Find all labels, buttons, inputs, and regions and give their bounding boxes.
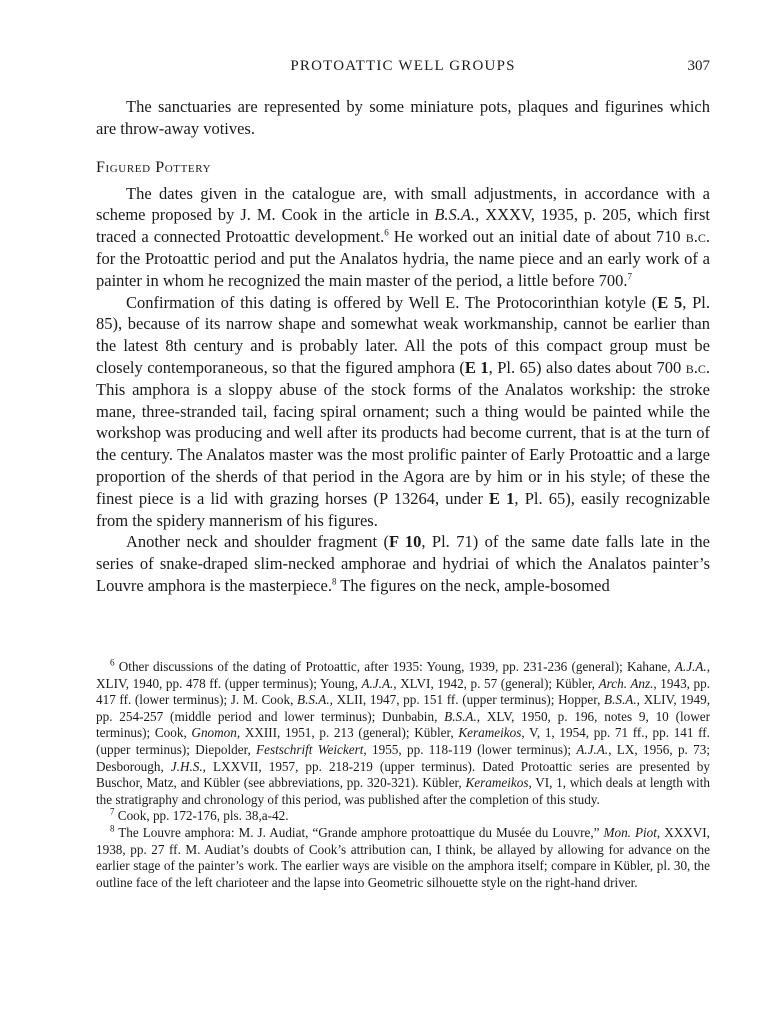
paragraph-dating-scheme [96,183,710,292]
running-head [96,58,710,80]
journal-title: B.S.A. [604,692,637,708]
text-run: , V, 1, 1954, pp. 71 ff., pp. 141 ff. (upper terminus); Diepolder, [96,725,710,757]
text-run: Another neck and shoulder fragment ( [126,532,389,552]
footnote-number: 7 [110,806,115,817]
text-run: , Pl. 65) also dates about 700 [488,357,686,377]
paragraph-confirmation [96,292,710,532]
text-run: , XLVI, 1942, p. 57 (general); Kübler, [393,675,599,691]
footnote-number: 8 [110,823,115,834]
text-run: , LX, 1956, p. 73; Desborough, [96,741,711,774]
text-run: The dates given in the catalogue are, with small adjustments, in accordance with a scheme proposed by J. M. Cook in the article in [96,183,710,225]
text-run: , XXIII, 1951, p. 213 (general); Kübler, [236,725,459,741]
journal-title: B.S.A. [434,205,476,225]
paragraph-sanctuaries: The sanctuaries are represented by some miniature pots, plaques and figurines which are throw-away votives. [96,97,710,138]
body-text [96,96,710,597]
journal-title: J.H.S. [170,758,203,774]
journal-title: B.S.A. [444,708,477,724]
text-run: , Pl. 85), because of its narrow shape and somewhat weak workmanship, cannot be earlier than the latest 8th century and is probably later. All the pots of this compact group must be closely contemporaneous, so that the figured amphora ( [96,292,710,377]
text-run: , LXXVII, 1957, pp. 218-219 (upper terminus). Dated Protoattic series are presented by Buschor, Matz, and Kübler (see abbreviations, pp. 320-321). Kübler, [96,758,710,791]
text-run: , 1943, pp. 417 ff. (lower terminus); J. M. Cook, [96,675,711,708]
journal-title: A.J.A. [674,659,707,674]
journal-title: Kerameikos [465,775,529,791]
catalogue-ref-e1: E 1 [489,488,515,508]
text-run: , XXXV, 1935, p. 205, which first traced a connected Protoattic development. [96,205,710,247]
section-heading-figured-pottery: Figured Pottery [96,158,212,176]
journal-title: Kerameikos [458,725,522,741]
page-number: 307 [687,58,710,74]
text-run: Other discussions of the dating of Protoattic, after 1935: Young, 1939, pp. 231-236 (general); Kahane, [114,659,675,674]
footnote-8 [96,825,710,891]
journal-title: Arch. Anz. [598,675,654,691]
journal-title: A.J.A. [576,741,609,757]
footnote-6 [96,659,710,808]
journal-title: B.S.A. [297,692,330,708]
journal-title: Mon. Piot [603,824,657,840]
catalogue-ref-f10: F 10 [388,532,422,552]
catalogue-ref-e5: E 5 [657,292,683,312]
text-run: , Pl. 65), easily recognizable from the spidery mannerism of his figures. [96,488,710,530]
text-run: , VI, 1, which deals at length with the stratigraphy and chronology of this period, was published after the completion of this study. [96,775,710,807]
text-run: The figures on the neck, ample-bosomed [336,575,610,595]
text-run: , XLV, 1950, p. 196, notes 9, 10 (lower terminus); Cook, [96,708,710,741]
catalogue-ref-e1: E 1 [464,357,489,377]
era-abbreviation: b.c. [685,227,710,247]
text-run: He worked out an initial date of about 710 [388,227,686,247]
journal-title: Gnomon [191,725,237,741]
text-run: , Pl. 71) of the same date falls late in the series of snake-draped slim-necked amphorae and hydriai of which the Analatos painter’s Louvre amphora is the masterpiece. [96,532,711,595]
text-run: Cook, pp. 172-176, pls. 38,a-42. [114,808,289,824]
journal-title: Festschrift Weickert [256,741,364,757]
footnote-7 [96,808,710,825]
footnote-number: 6 [110,657,115,668]
text-run: , XLIV, 1949, pp. 254-257 (middle period and lower terminus); Dunbabin, [96,692,710,724]
text-run: , XLIV, 1940, pp. 478 ff. (upper terminus); Young, [96,659,710,691]
text-run: This amphora is a sloppy abuse of the stock forms of the Analatos workship: the stroke mane, three-stranded tail, facing spiral ornament; such a thing would be painted while the workshop was producing and well after its products had become current, that is at the turn of the century. The Analatos master was the most prolific painter of Early Protoattic and a large proportion of the sherds of that period in the Agora are by him or in his style; of these the finest piece is a lid with grazing horses (P 13264, under [96,379,710,508]
footnote-ref-8[interactable]: 8 [331,576,337,587]
era-abbreviation: b.c. [685,357,710,377]
paragraph-neck-fragment [96,531,710,596]
text-run: The Louvre amphora: M. J. Audiat, “Grande amphore protoattique du Musée du Louvre,” [114,824,604,840]
text-run: for the Protoattic period and put the Analatos hydria, the name piece and an early work of a painter in whom he recognized the main master of the period, a little before 700. [96,248,710,290]
footnote-ref-6[interactable]: 6 [384,227,389,238]
running-title: PROTOATTIC WELL GROUPS [290,58,516,74]
journal-title: A.J.A. [361,675,394,691]
text-run: , 1955, pp. 118-119 (lower terminus); [363,741,577,757]
footnote-ref-7[interactable]: 7 [627,271,632,282]
text-run: , XXXVI, 1938, pp. 27 ff. M. Audiat’s doubts of Cook’s attribution can, I think, be allayed by allowing for advance on the earlier stage of the painter’s work. The earlier ways are visible on the amphora itself; compare in Kübler, pl. 30, the outline face of the left charioteer and the lapse into Geometric silhouette style on the right-hand driver. [96,824,710,890]
text-run: , XLII, 1947, pp. 151 ff. (upper terminus); Hopper, [329,692,605,708]
footnotes [96,659,710,891]
text-run: Confirmation of this dating is offered by Well E. The Protocorinthian kotyle ( [126,292,658,312]
